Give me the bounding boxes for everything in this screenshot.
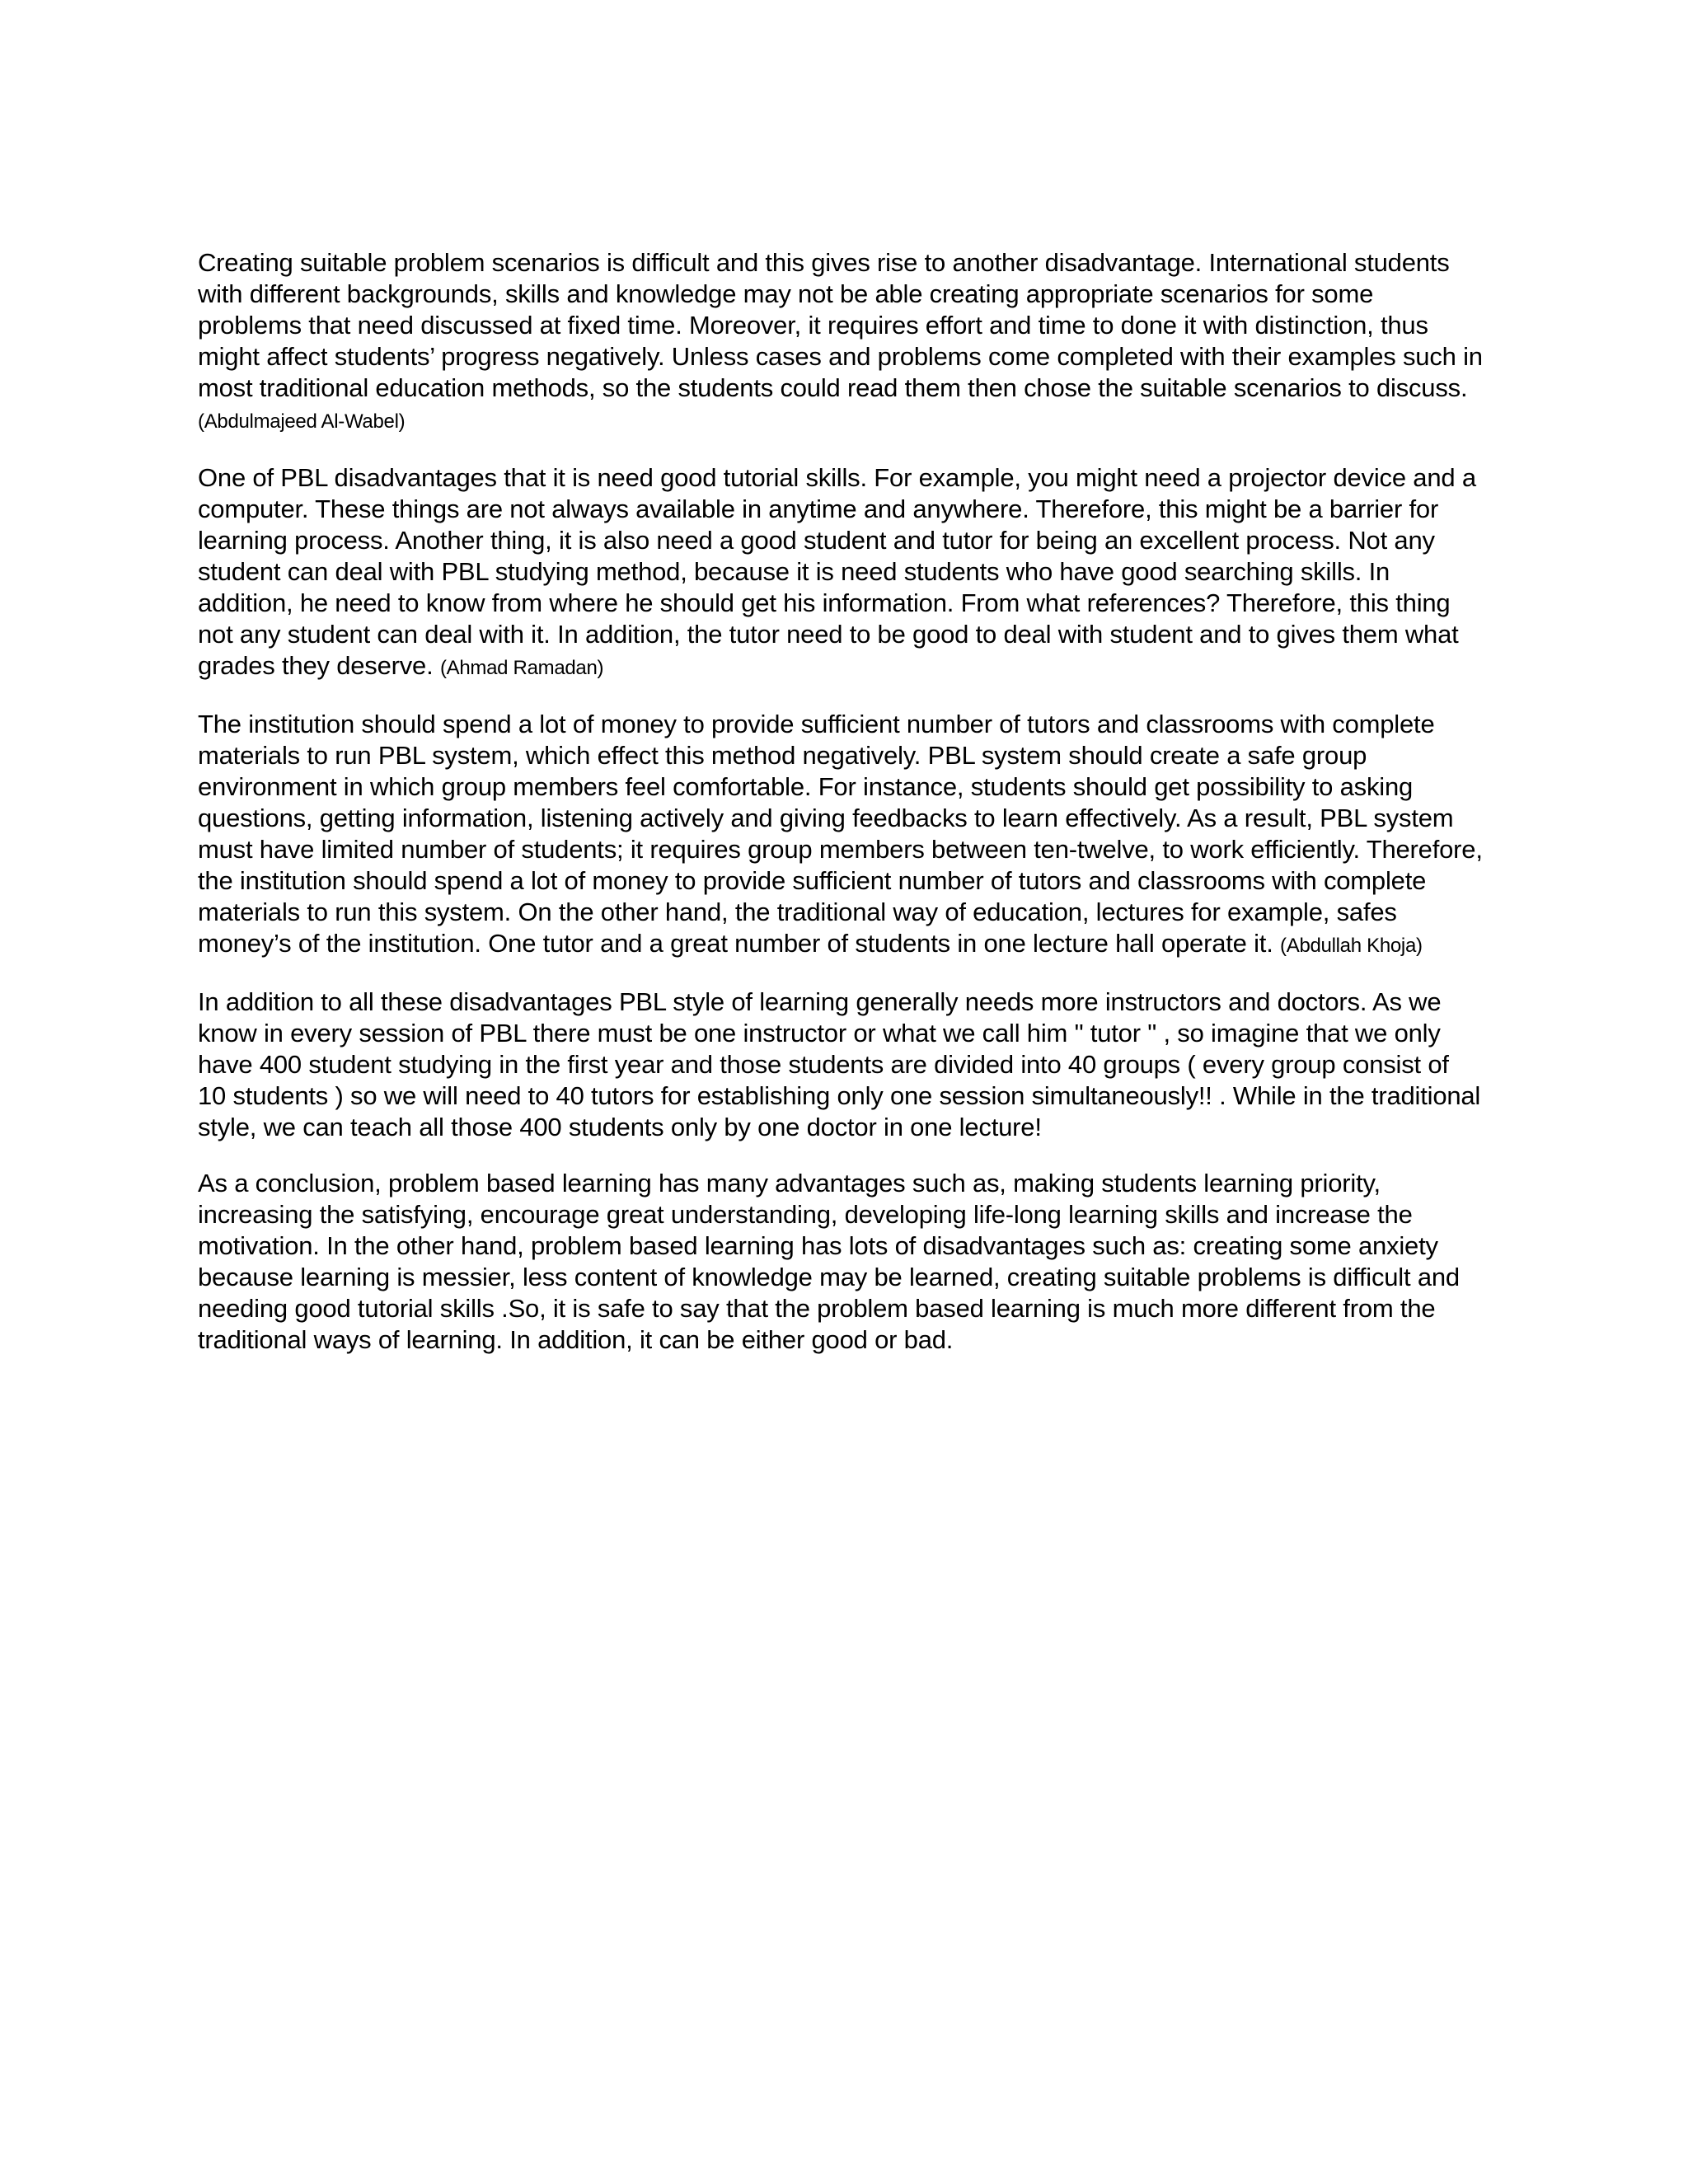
paragraph-text: One of PBL disadvantages that it is need good tutorial skills. For example, you might need a projector device and a computer. These things are not always available in anytime and anywhere. Therefore, this might be a barrier for learning process. Another thing, it is also need a good student and tutor for being an excellent process. Not any student can deal with PBL studying method, because it is need students who have good searching skills. In addition, he need to know from where he should get his information. From what references? Therefore, this thing not any student can deal with it. In addition, the tutor need to be good to deal with student and to gives them what grades they deserve.	[198, 463, 1476, 680]
paragraph-text: Creating suitable problem scenarios is difficult and this gives rise to another disadvantage. International students with different backgrounds, skills and knowledge may not be able creating appropriate scenarios for some problems that need discussed at fixed time. Moreover, it requires effort and time to done it with distinction, thus might affect students’ progress negatively. Unless cases and problems come completed with their examples such in most traditional education methods, so the students could read them then chose the suitable scenarios to discuss.	[198, 248, 1483, 402]
paragraph-text: In addition to all these disadvantages PBL style of learning generally needs more instructors and doctors. As we know in every session of PBL there must be one instructor or what we call him " tutor " , so imagine that we only have 400 student studying in the first year and those students are divided into 40 groups ( every group consist of 10 students ) so we will need to 40 tutors for establishing only one session simultaneously!! . While in the traditional style, we can teach all those 400 students only by one doctor in one lecture!	[198, 987, 1481, 1141]
paragraph-disadvantage-instructors	[198, 987, 1484, 1143]
paragraph-author: (Abdulmajeed Al-Wabel)	[198, 410, 406, 433]
paragraph-disadvantage-scenarios	[198, 247, 1484, 438]
paragraph-disadvantage-cost	[198, 709, 1484, 962]
paragraph-text: The institution should spend a lot of money to provide sufficient number of tutors and classrooms with complete materials to run PBL system, which effect this method negatively. PBL system should create a safe group environment in which group members feel comfortable. For instance, students should get possibility to asking questions, getting information, listening actively and giving feedbacks to learn effectively. As a result, PBL system must have limited number of students; it requires group members between ten-twelve, to work efficiently. Therefore, the institution should spend a lot of money to provide sufficient number of tutors and classrooms with complete materials to run this system. On the other hand, the traditional way of education, lectures for example, safes money’s of the institution. One tutor and a great number of students in one lecture hall operate it.	[198, 710, 1483, 958]
paragraph-author: (Ahmad Ramadan)	[439, 657, 604, 679]
document-body	[198, 247, 1484, 1380]
paragraph-text: As a conclusion, problem based learning has many advantages such as, making students learning priority, increasing the satisfying, encourage great understanding, developing life-long learning skills and increase the motivation. In the other hand, problem based learning has lots of disadvantages such as: creating some anxiety because learning is messier, less content of knowledge may be learned, creating suitable problems is difficult and needing good tutorial skills .So, it is safe to say that the problem based learning is much more different from the traditional ways of learning. In addition, it can be either good or bad.	[198, 1169, 1460, 1354]
paragraph-conclusion	[198, 1168, 1484, 1356]
paragraph-author: (Abdullah Khoja)	[1280, 935, 1423, 957]
paragraph-disadvantage-tutorial-skills	[198, 462, 1484, 684]
